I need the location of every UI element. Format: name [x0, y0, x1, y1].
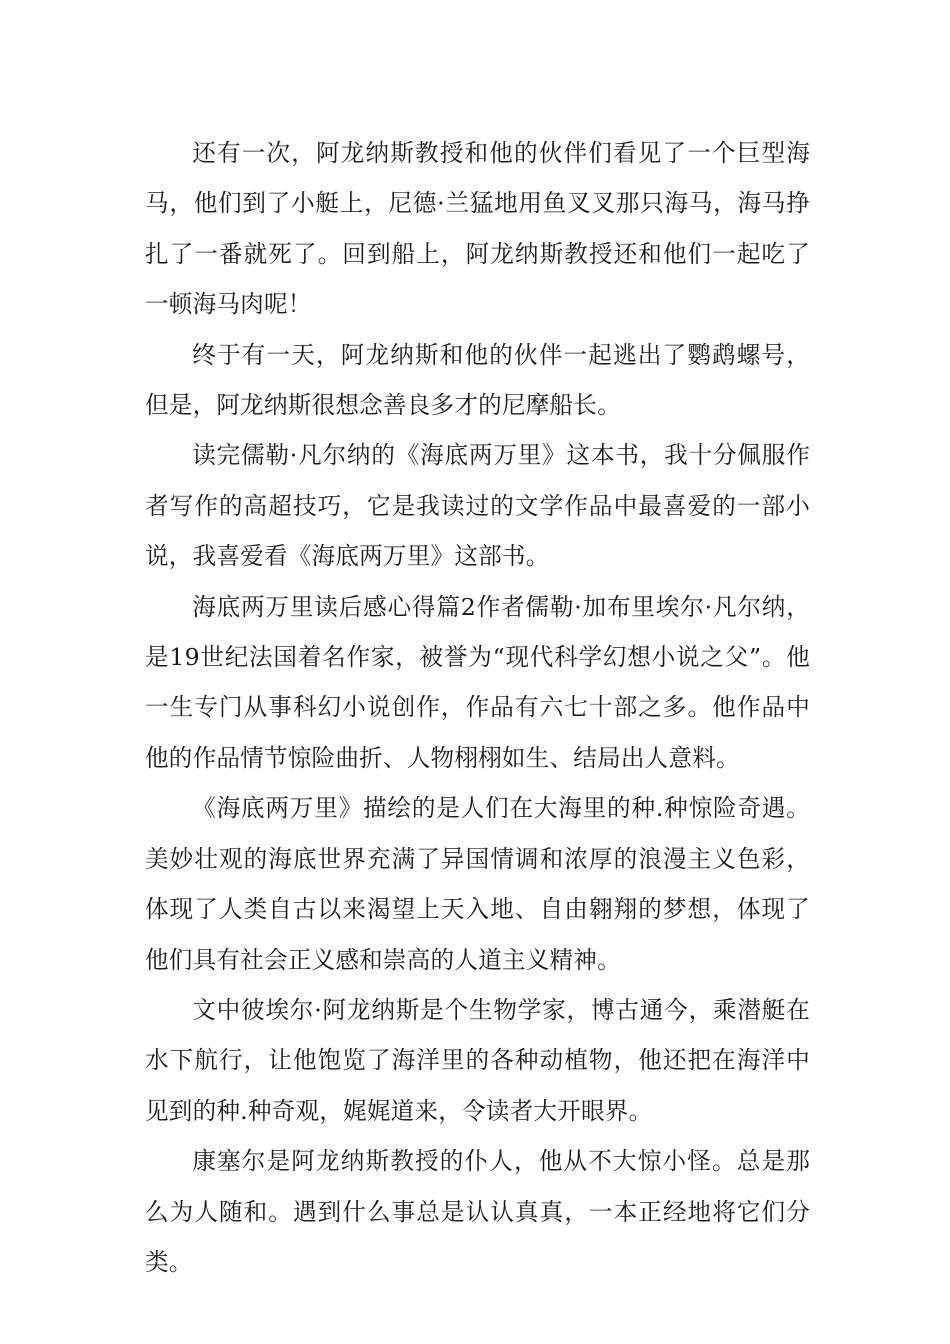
document-body — [145, 128, 810, 1287]
paragraph: 读完儒勒·凡尔纳的《海底两万里》这本书，我十分佩服作者写作的高超技巧，它是我读过的文学作品中最喜爱的一部小说，我喜爱看《海底两万里》这部书。 — [145, 441, 810, 571]
paragraph: 《海底两万里》描绘的是人们在大海里的种.种惊险奇遇。美妙壮观的海底世界充满了异国情调和浓厚的浪漫主义色彩，体现了人类自古以来渴望上天入地、自由翱翔的梦想，体现了他们具有社会正义感和崇高的人道主义精神。 — [145, 794, 810, 974]
paragraph: 还有一次，阿龙纳斯教授和他的伙伴们看见了一个巨型海马，他们到了小艇上，尼德·兰猛地用鱼叉叉那只海马，海马挣扎了一番就死了。回到船上，阿龙纳斯教授还和他们一起吃了一顿海马肉呢！ — [145, 139, 810, 319]
paragraph: 终于有一天，阿龙纳斯和他的伙伴一起逃出了鹦鹉螺号，但是，阿龙纳斯很想念善良多才的尼摩船长。 — [145, 340, 810, 420]
paragraph: 文中彼埃尔·阿龙纳斯是个生物学家，博古通今，乘潜艇在水下航行，让他饱览了海洋里的各种动植物，他还把在海洋中见到的种.种奇观，娓娓道来，令读者大开眼界。 — [145, 995, 810, 1125]
paragraph: 康塞尔是阿龙纳斯教授的仆人，他从不大惊小怪。总是那么为人随和。遇到什么事总是认认真真，一本正经地将它们分类。 — [145, 1147, 810, 1276]
paragraph: 海底两万里读后感心得篇2作者儒勒·加布里埃尔·凡尔纳，是19世纪法国着名作家，被誉为“现代科学幻想小说之父”。他一生专门从事科幻小说创作，作品有六七十部之多。他作品中他的作品情节惊险曲折、人物栩栩如生、结局出人意料。 — [145, 592, 810, 772]
